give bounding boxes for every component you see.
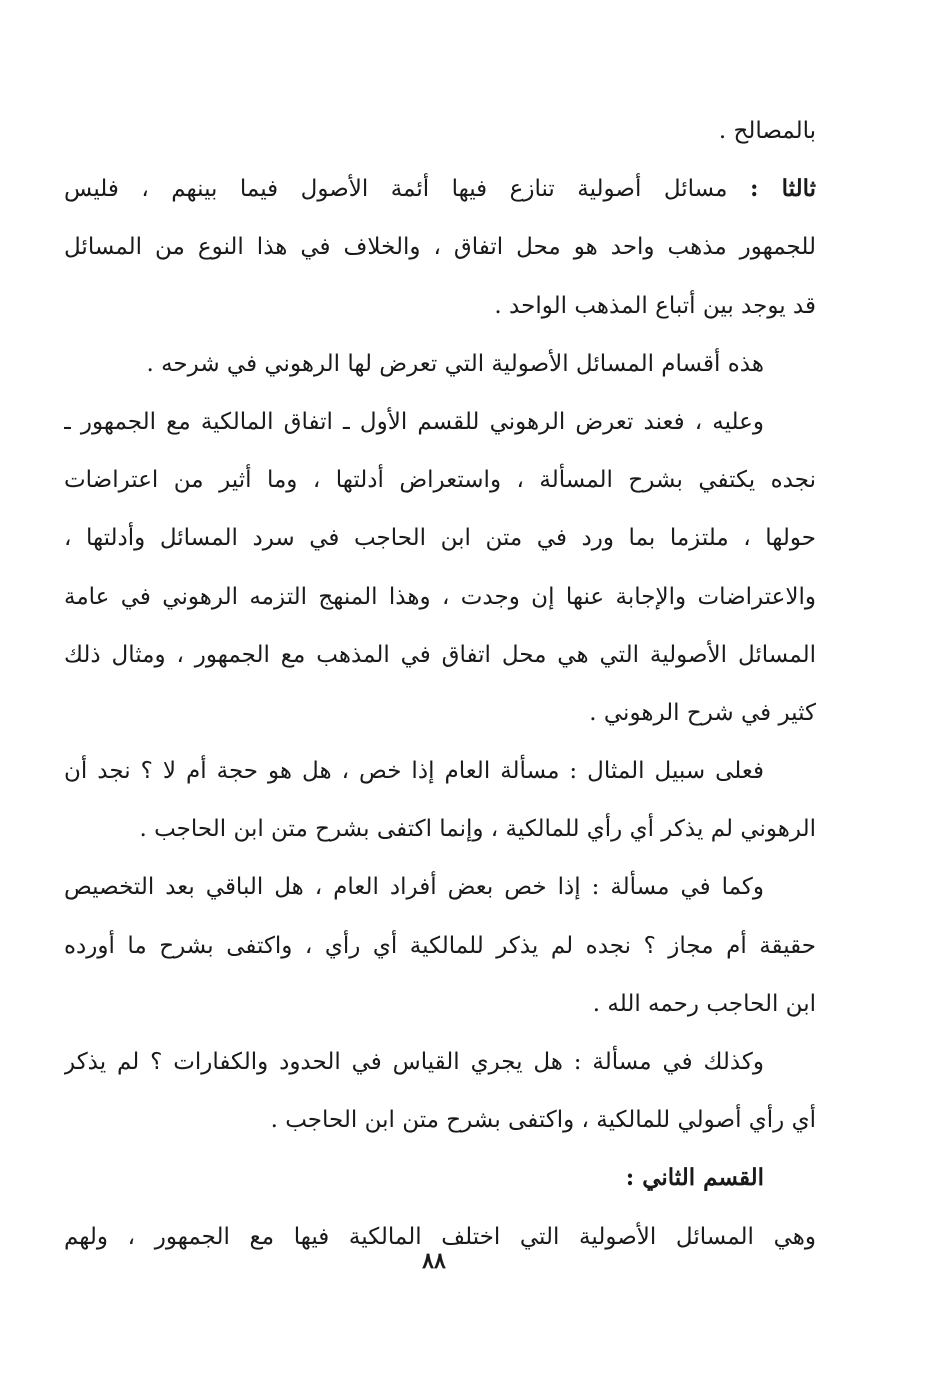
text-line: فعلى سبيل المثال : مسألة العام إذا خص ، هل هو حجة أم لا ؟ نجد أن [64,758,764,785]
text-line [64,160,816,218]
section-label-third: ثالثا : [749,175,816,203]
text-line: هذه أقسام المسائل الأصولية التي تعرض لها الرهوني في شرحه . [146,350,764,377]
text-line [64,102,816,160]
text-line: قد يوجد بين أتباع المذهب الواحد . [494,292,816,319]
text-line: المسائل الأصولية التي هي محل اتفاق في المذهب مع الجمهور ، ومثال ذلك [64,641,816,668]
page-number: ٨٨ [422,1248,446,1274]
text-line: وهي المسائل الأصولية التي اختلف المالكية فيها مع الجمهور ، ولهم [64,1223,816,1250]
text-line: ابن الحاجب رحمه الله . [592,990,816,1017]
text-line: والاعتراضات والإجابة عنها إن وجدت ، وهذا المنهج التزمه الرهوني في عامة [64,583,816,610]
text-line: نجده يكتفي بشرح المسألة ، واستعراض أدلتها ، وما أثير من اعتراضات [64,467,816,494]
text-body [64,102,816,1266]
text-line: وكذلك في مسألة : هل يجري القياس في الحدود والكفارات ؟ لم يذكر [64,1049,764,1075]
text-line: حقيقة أم مجاز ؟ نجده لم يذكر للمالكية أي رأي ، واكتفى بشرح ما أورده [64,932,816,959]
section-heading: القسم الثاني : [625,1164,764,1192]
text-line: كثير في شرح الرهوني . [589,699,816,726]
text-line: حولها ، ملتزما بما ورد في متن ابن الحاجب في سرد المسائل وأدلتها ، [64,525,816,552]
text-line: وعليه ، فعند تعرض الرهوني للقسم الأول ـ اتفاق المالكية مع الجمهور ـ [64,408,764,435]
text-line: وكما في مسألة : إذا خص بعض أفراد العام ، هل الباقي بعد التخصيص [64,874,764,901]
text-line: الرهوني لم يذكر أي رأي للمالكية ، وإنما اكتفى بشرح متن ابن الحاجب . [139,816,816,843]
line-text: مسائل أصولية تنازع فيها أئمة الأصول فيما بينهم ، فليس [64,176,728,203]
text-line: للجمهور مذهب واحد هو محل اتفاق ، والخلاف في هذا النوع من المسائل [64,234,816,261]
text-line: أي رأي أصولي للمالكية ، واكتفى بشرح متن ابن الحاجب . [270,1107,816,1134]
line-text: بالمصالح . [718,118,816,144]
